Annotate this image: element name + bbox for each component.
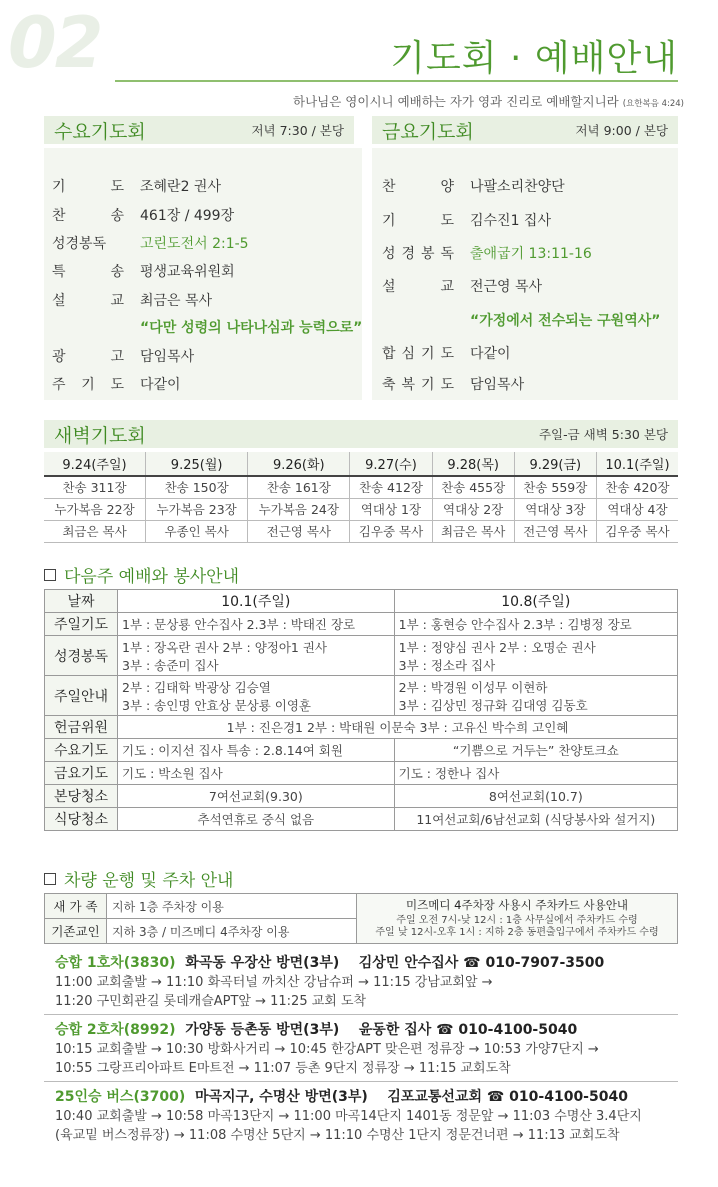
row-label: 주일기도	[45, 613, 118, 636]
vehicle-heading	[44, 866, 233, 891]
mizmedi-title: 미즈메디 4주차장 사용시 주차카드 사용안내	[406, 897, 628, 912]
dawn-title: 새벽기도회	[54, 424, 146, 447]
order-label-char: 도	[110, 377, 124, 393]
bus-route-line: 11:20 구민회관길 롯데캐슬APT앞 → 11:25 교회 도착	[55, 994, 367, 1009]
dawn-header	[44, 420, 678, 448]
order-label-char: 교	[110, 293, 124, 309]
bus-1	[55, 954, 604, 1011]
order-label-char: 송	[110, 264, 124, 280]
bible-b-line2: 3부 : 정소라 집사	[398, 657, 496, 673]
dawn-hymn: 찬송 150장	[146, 476, 248, 498]
row-label: 주일안내	[45, 676, 118, 716]
order-label-char: 광	[52, 349, 66, 365]
order-label	[52, 261, 124, 281]
dawn-schedule-table	[44, 452, 678, 543]
order-label-char: 교	[440, 279, 454, 295]
existing-label: 기존교인	[45, 919, 107, 944]
order-value: 다같이	[140, 377, 181, 393]
guide-b	[394, 676, 677, 716]
order-value: 고린도전서 2:1-5	[140, 236, 249, 252]
order-label	[382, 343, 454, 363]
order-label-char: 고	[110, 349, 124, 365]
order-label-char: 기	[420, 346, 435, 362]
order-label-char: 기	[81, 377, 95, 393]
dawn-day-header: 9.28(목)	[432, 452, 514, 476]
order-label	[382, 243, 454, 263]
bus-driver: 김포교통선교회 ☎ 010-4100-5040	[387, 1089, 628, 1105]
order-value: 담임목사	[140, 349, 195, 365]
page-title: 기도회 · 예배안내	[390, 38, 678, 79]
order-label	[52, 290, 124, 310]
dawn-preacher: 김우중 목사	[350, 520, 432, 542]
bus-route: 마곡지구, 수명산 방면(3부)	[194, 1089, 368, 1105]
dawn-preacher: 최금은 목사	[432, 520, 514, 542]
dawn-hymn: 찬송 161장	[248, 476, 350, 498]
verse-reference: (요한복음 4:24)	[622, 99, 684, 109]
wednesday-time: 저녁 7:30 / 본당	[251, 123, 344, 138]
order-label-char: 성	[382, 246, 396, 262]
order-label	[52, 233, 124, 253]
dawn-scripture: 누가복음 22장	[44, 498, 146, 520]
wed-a: 기도 : 이지선 집사 특송 : 2.8.14여 회원	[118, 739, 395, 762]
checkbox-square-icon	[44, 569, 56, 581]
hall-b: 8여선교회(10.7)	[394, 785, 677, 808]
order-label-char: 설	[52, 293, 66, 309]
bus-route: 가양동 등촌동 방면(3부)	[185, 1022, 340, 1038]
order-label	[52, 176, 124, 196]
bus-2	[55, 1021, 599, 1078]
dawn-day-header: 9.25(월)	[146, 452, 248, 476]
dawn-preacher: 전근영 목사	[248, 520, 350, 542]
bus-3	[55, 1088, 642, 1145]
dawn-hymn: 찬송 412장	[350, 476, 432, 498]
bus-driver: 김상민 안수집사 ☎ 010-7907-3500	[358, 955, 605, 971]
dawn-hymn: 찬송 559장	[514, 476, 596, 498]
dawn-scripture: 누가복음 24장	[248, 498, 350, 520]
guide-a-line2: 3부 : 송인명 안효상 문상룡 이영훈	[122, 697, 312, 713]
order-value: 출애굽기 13:11-16	[470, 246, 592, 262]
mizmedi-line1: 주일 오전 7시-낮 12시 : 1층 사무실에서 주차카드 수령	[396, 914, 638, 926]
bible-b-line1: 1부 : 정양심 권사 2부 : 오명순 권사	[398, 639, 596, 655]
order-label	[52, 346, 124, 366]
sunday-prayer-b: 1부 : 홍현승 안수집사 2.3부 : 김병정 장로	[394, 613, 677, 636]
bus-route-line: 10:55 그랑프리아파트 E마트전 → 11:07 등촌 9단지 정류장 → 11:15 교회도착	[55, 1061, 511, 1076]
guide-a	[118, 676, 395, 716]
bus-route: 화곡동 우장산 방면(3부)	[185, 955, 340, 971]
vehicle-heading-text: 차량 운행 및 주차 안내	[64, 871, 234, 891]
bus-number: 25인승 버스(3700)	[55, 1089, 186, 1105]
order-label-char: 성경봉독	[52, 236, 107, 252]
order-label	[382, 276, 454, 296]
fri-b: 기도 : 정한나 집사	[394, 762, 677, 785]
dining-a: 추석연휴로 중식 없음	[118, 808, 395, 831]
bus-route-line: 10:15 교회출발 → 10:30 방화사거리 → 10:45 한강APT 맞은편 정류장 → 10:53 가양7단지 →	[55, 1042, 599, 1057]
order-label-char: 축	[382, 377, 396, 393]
friday-title: 금요기도회	[382, 120, 474, 143]
bus-number: 승합 2호차(8992)	[55, 1022, 176, 1038]
dawn-scripture: 역대상 4장	[596, 498, 678, 520]
mizmedi-line2: 주일 낮 12시-오후 1시 : 지하 2층 동편출입구에서 주차카드 수령	[375, 926, 659, 938]
new-family-label: 새 가 족	[45, 894, 107, 919]
guide-a-line1: 2부 : 김태학 박광상 김승열	[122, 679, 271, 695]
order-label-char: 경	[401, 246, 416, 262]
dawn-hymn: 찬송 455장	[432, 476, 514, 498]
dawn-preacher: 최금은 목사	[44, 520, 146, 542]
dawn-day-header: 9.26(화)	[248, 452, 350, 476]
order-label	[382, 176, 454, 196]
order-label-char: 양	[440, 179, 454, 195]
order-label-char: 설	[382, 279, 396, 295]
sunday-prayer-a: 1부 : 문상룡 안수집사 2.3부 : 박태진 장로	[118, 613, 395, 636]
service-heading-text: 다음주 예배와 봉사안내	[64, 567, 240, 587]
bus-number: 승합 1호차(3830)	[55, 955, 176, 971]
wednesday-header	[44, 116, 354, 144]
dawn-day-header: 10.1(주일)	[596, 452, 678, 476]
bus-divider	[44, 1081, 678, 1082]
order-value: 담임목사	[470, 377, 525, 393]
bus-route-line: 10:40 교회출발 → 10:58 마곡13단지 → 11:00 마곡14단지 1401동 정문앞 → 11:03 수명산 3.4단지	[55, 1109, 642, 1124]
order-label-char: 도	[110, 179, 124, 195]
dawn-day-header: 9.29(금)	[514, 452, 596, 476]
sermon-title: “다만 성령의 나타나심과 능력으로”	[140, 320, 363, 336]
order-label-char: 찬	[52, 208, 66, 224]
bus-route-line: 11:00 교회출발 → 11:10 화곡터널 까치산 강남슈퍼 → 11:15 강남교회앞 →	[55, 975, 493, 990]
bus-route-line: (육교밑 버스정류장) → 11:08 수명산 5단지 → 11:10 수명산 1단지 정문건너편 → 11:13 교회도착	[55, 1128, 620, 1143]
order-label-char: 봉	[420, 246, 435, 262]
row-label: 수요기도	[45, 739, 118, 762]
existing-value: 지하 3층 / 미즈메디 4주차장 이용	[107, 919, 357, 944]
dawn-day-header: 9.27(수)	[350, 452, 432, 476]
row-label: 성경봉독	[45, 636, 118, 676]
page-number: 02	[8, 2, 102, 84]
row-label: 본당청소	[45, 785, 118, 808]
order-label-char: 주	[52, 377, 66, 393]
hall-a: 7여선교회(9.30)	[118, 785, 395, 808]
checkbox-square-icon	[44, 873, 56, 885]
order-label-char: 도	[440, 213, 454, 229]
dawn-hymn: 찬송 420장	[596, 476, 678, 498]
sermon-title: “가정에서 전수되는 구원역사”	[470, 313, 661, 329]
order-value: 다같이	[470, 346, 511, 362]
dawn-hymn: 찬송 311장	[44, 476, 146, 498]
dawn-preacher: 전근영 목사	[514, 520, 596, 542]
parking-table	[44, 893, 678, 944]
bible-b	[394, 636, 677, 676]
order-value: 나팔소리찬양단	[470, 179, 565, 195]
order-label-char: 도	[440, 377, 454, 393]
order-label-char: 찬	[382, 179, 396, 195]
order-label-char: 도	[440, 346, 454, 362]
verse-text: 하나님은 영이시니 예배하는 자가 영과 진리로 예배할지니라	[293, 94, 619, 109]
mizmedi-info	[357, 894, 678, 944]
bible-a-line1: 1부 : 장옥란 권사 2부 : 양정아1 권사	[122, 639, 327, 655]
order-value: 김수진1 집사	[470, 213, 551, 229]
verse-line	[293, 92, 684, 110]
bus-driver: 윤동한 집사 ☎ 010-4100-5040	[358, 1022, 578, 1038]
order-label-char: 합	[382, 346, 396, 362]
order-label-char: 복	[401, 377, 416, 393]
order-value: 461장 / 499장	[140, 208, 235, 224]
order-value: 전근영 목사	[470, 279, 543, 295]
order-label-char: 독	[440, 246, 454, 262]
guide-b-line2: 3부 : 김상민 정규화 김대영 김동호	[398, 697, 588, 713]
order-label-char: 기	[52, 179, 66, 195]
friday-time: 저녁 9:00 / 본당	[575, 123, 668, 138]
date-col-a: 10.1(주일)	[118, 590, 395, 613]
order-label	[382, 374, 454, 394]
dawn-time: 주일-금 새벽 5:30 본당	[538, 427, 668, 442]
order-label-char: 특	[52, 264, 66, 280]
fri-a: 기도 : 박소원 집사	[118, 762, 395, 785]
order-label	[52, 374, 124, 394]
date-header: 날짜	[45, 590, 118, 613]
row-label: 금요기도	[45, 762, 118, 785]
offering-value: 1부 : 진은경1 2부 : 박태원 이문숙 3부 : 고유신 박수희 고인혜	[118, 716, 678, 739]
dawn-preacher: 우종인 목사	[146, 520, 248, 542]
order-label-char: 심	[401, 346, 416, 362]
dawn-scripture: 누가복음 23장	[146, 498, 248, 520]
order-value: 조혜란2 권사	[140, 179, 221, 195]
bus-divider	[44, 1014, 678, 1015]
wednesday-title: 수요기도회	[54, 120, 146, 143]
row-label: 식당청소	[45, 808, 118, 831]
new-family-value: 지하 1층 주차장 이용	[107, 894, 357, 919]
order-value: 평생교육위원회	[140, 264, 235, 280]
dawn-scripture: 역대상 3장	[514, 498, 596, 520]
order-value: 최금은 목사	[140, 293, 213, 309]
service-heading	[44, 562, 239, 587]
dining-b: 11여선교회/6남선교회 (식당봉사와 설거지)	[394, 808, 677, 831]
wed-b: “기쁨으로 거두는” 찬양토크쇼	[394, 739, 677, 762]
dawn-day-header: 9.24(주일)	[44, 452, 146, 476]
bible-a-line2: 3부 : 송준미 집사	[122, 657, 219, 673]
order-label	[52, 205, 124, 225]
title-divider	[115, 80, 678, 82]
dawn-scripture: 역대상 1장	[350, 498, 432, 520]
row-label: 헌금위원	[45, 716, 118, 739]
order-label-char: 기	[382, 213, 396, 229]
service-table	[44, 589, 678, 831]
guide-b-line1: 2부 : 박경원 이성무 이현하	[398, 679, 548, 695]
dawn-scripture: 역대상 2장	[432, 498, 514, 520]
order-label-char: 송	[110, 208, 124, 224]
order-label-char: 기	[420, 377, 435, 393]
bible-a	[118, 636, 395, 676]
order-label	[382, 210, 454, 230]
date-col-b: 10.8(주일)	[394, 590, 677, 613]
friday-header	[372, 116, 678, 144]
dawn-preacher: 김우중 목사	[596, 520, 678, 542]
